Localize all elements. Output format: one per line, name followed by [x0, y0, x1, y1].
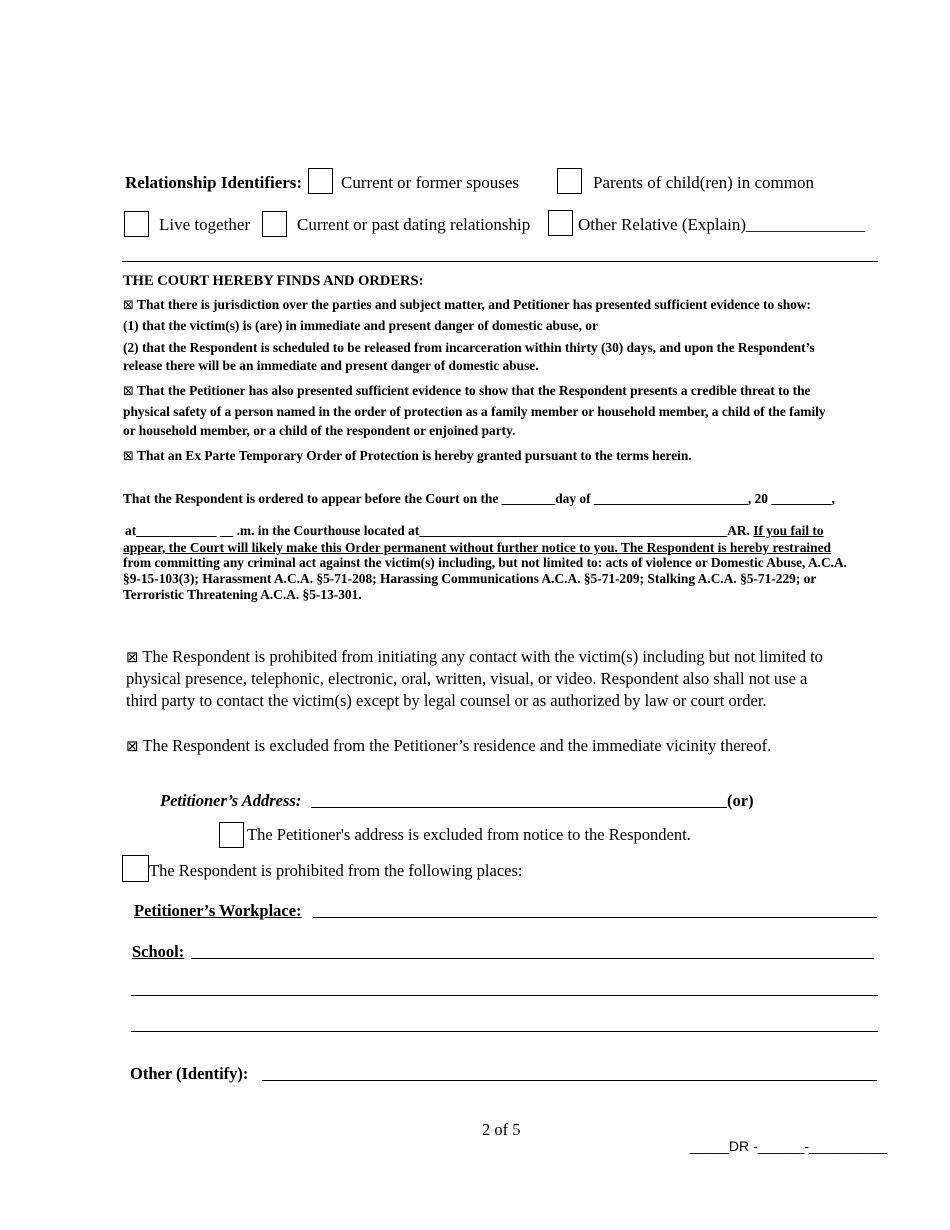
school-field[interactable]	[191, 958, 874, 959]
spouses-checkbox[interactable]	[308, 168, 333, 194]
relationship-identifiers-label: Relationship Identifiers:	[125, 173, 303, 192]
danger-line-1: (1) that the victim(s) is (are) in immediate and present danger of domestic abuse, or	[123, 318, 598, 333]
workplace-label: Petitioner’s Workplace:	[134, 901, 302, 920]
other-identify-label: Other (Identify):	[130, 1064, 249, 1083]
additional-place-field-2[interactable]	[131, 1031, 878, 1032]
checked-box-icon: ⊠	[126, 648, 139, 666]
page-number: 2 of 5	[482, 1120, 521, 1139]
live-together-label: Live together	[159, 215, 251, 234]
dating-checkbox[interactable]	[262, 211, 287, 237]
parents-label: Parents of child(ren) in common	[593, 173, 814, 192]
threat-finding	[123, 383, 810, 399]
ex-parte-text: That an Ex Parte Temporary Order of Protection is hereby granted pursuant to the terms herein.	[137, 448, 692, 463]
threat-text-c: or household member, or a child of the respondent or enjoined party.	[123, 423, 516, 438]
appearance-time-location-line	[125, 523, 824, 539]
residence-exclusion-text: The Respondent is excluded from the Petitioner’s residence and the immediate vicinity thereof.	[142, 736, 772, 755]
no-contact-text-2: physical presence, telephonic, electronic, oral, written, visual, or video. Respondent also shall not use a	[126, 669, 808, 688]
failure-warning-start: If you fail to	[753, 523, 824, 538]
checked-box-icon: ⊠	[123, 384, 134, 399]
restraint-line-3: Terroristic Threatening A.C.A. §5-13-301.	[123, 587, 362, 602]
prohibited-places-checkbox[interactable]	[122, 855, 149, 882]
no-contact-order	[126, 647, 823, 667]
prohibited-places-label: The Respondent is prohibited from the following places:	[149, 861, 523, 880]
checked-box-icon: ⊠	[126, 737, 139, 755]
danger-line-2a: (2) that the Respondent is scheduled to be released from incarceration within thirty (30) days, and upon the Respondent’s	[123, 340, 815, 355]
spouses-label: Current or former spouses	[341, 173, 519, 192]
other-relative-checkbox[interactable]	[548, 210, 573, 236]
residence-exclusion-order	[126, 736, 771, 756]
petitioner-address-field[interactable]	[311, 807, 727, 808]
checked-box-icon: ⊠	[123, 449, 134, 464]
threat-text-b: physical safety of a person named in the order of protection as a family member or household member, a child of the family	[123, 404, 826, 419]
findings-heading: THE COURT HEREBY FINDS AND ORDERS:	[123, 273, 424, 289]
additional-place-field-1[interactable]	[131, 995, 878, 996]
address-excluded-label: The Petitioner's address is excluded from notice to the Respondent.	[247, 825, 691, 844]
jurisdiction-finding	[123, 297, 811, 313]
checked-box-icon: ⊠	[123, 298, 134, 313]
no-contact-text-3: third party to contact the victim(s) except by legal counsel or as authorized by law or court order.	[126, 691, 767, 710]
live-together-checkbox[interactable]	[124, 211, 149, 237]
workplace-field[interactable]	[313, 917, 877, 918]
petitioner-address-label: Petitioner’s Address:	[160, 791, 302, 810]
other-relative-label: Other Relative (Explain)______________	[578, 215, 866, 234]
restraint-line-1: from committing any criminal act against the victim(s) including, but not limited to: acts of violence or Domestic Abuse, A.C.A.	[123, 555, 848, 570]
parents-checkbox[interactable]	[557, 168, 582, 194]
failure-warning: appear, the Court will likely make this Order permanent without further notice to you. The Respondent is hereby restrained	[123, 540, 831, 555]
jurisdiction-text: That there is jurisdiction over the parties and subject matter, and Petitioner has presented sufficient evidence to show:	[137, 297, 811, 312]
section-divider	[122, 261, 878, 262]
no-contact-text-1: The Respondent is prohibited from initiating any contact with the victim(s) including but not limited to	[142, 647, 823, 666]
danger-line-2b: release there will be an immediate and present danger of domestic abuse.	[123, 358, 539, 373]
appearance-date-line: That the Respondent is ordered to appear before the Court on the ________day of _______________________, 20 _________,	[123, 491, 835, 506]
ex-parte-finding	[123, 448, 692, 464]
dating-label: Current or past dating relationship	[297, 215, 531, 234]
case-number: _____DR -______-__________	[690, 1138, 887, 1154]
restraint-line-2: §9-15-103(3); Harassment A.C.A. §5-71-208; Harassing Communications A.C.A. §5-71-209; Stalking A.C.A. §5-71-229; or	[123, 571, 817, 586]
appearance-time-location-text: at____________ __ .m. in the Courthouse located at______________________________________________AR.	[125, 523, 750, 538]
address-excluded-checkbox[interactable]	[219, 822, 244, 848]
threat-text-a: That the Petitioner has also presented sufficient evidence to show that the Respondent presents a credible threat to the	[137, 383, 811, 398]
school-label: School:	[132, 942, 185, 961]
other-identify-field[interactable]	[262, 1080, 877, 1081]
address-or-label: (or)	[727, 791, 754, 810]
